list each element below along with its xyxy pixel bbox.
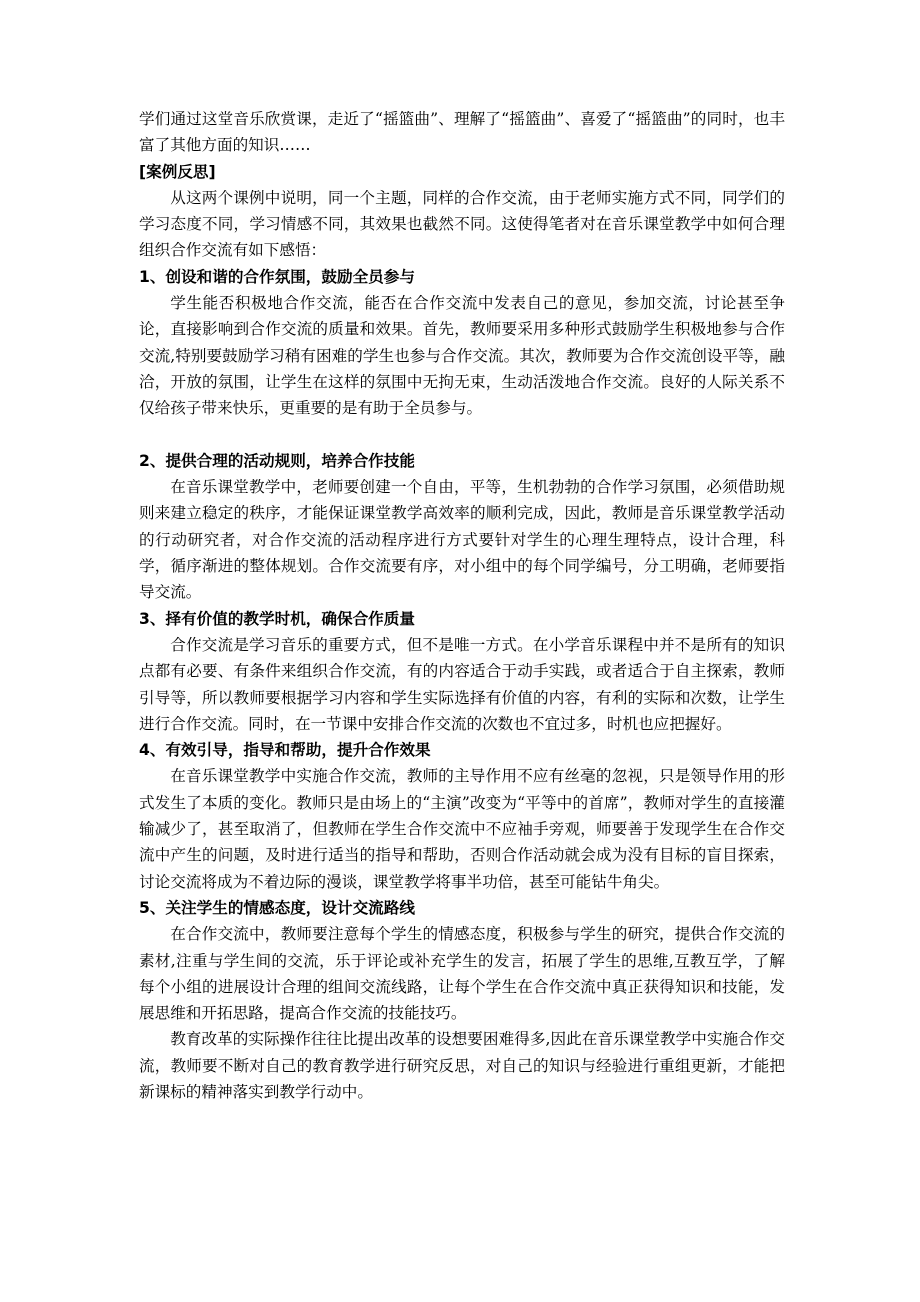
- blank-line: [139, 422, 785, 448]
- reflection-paragraph: 从这两个课例中说明，同一个主题，同样的合作交流，由于老师实施方式不同，同学们的学习态度不同，学习情感不同，其效果也截然不同。这使得笔者对在音乐课堂教学中如何合理组织合作交流有如下感悟：: [139, 188, 785, 260]
- conclusion-paragraph: 教育改革的实际操作往往比提出改革的设想要困难得多,因此在音乐课堂教学中实施合作交流，教师要不断对自己的教育教学进行研究反思，对自己的知识与经验进行重组更新，才能把新课标的精神落实到教学行动中。: [139, 1030, 785, 1101]
- section-4-body: 在音乐课堂教学中实施合作交流，教师的主导作用不应有丝毫的忽视，只是领导作用的形式发生了本质的变化。教师只是由场上的“主演”改变为“平等中的首席”，教师对学生的直接灌输减少了，甚至取消了，但教师在学生合作交流中不应袖手旁观，师要善于发现学生在合作交流中产生的问题，及时进行适当的指导和帮助，否则合作活动就会成为没有目标的盲目探索，讨论交流将成为不着边际的漫谈，课堂教学将事半功倍，甚至可能钻牛角尖。: [139, 767, 785, 891]
- section-1-heading: 1、创设和谐的合作氛围，鼓励全员参与: [139, 267, 415, 286]
- reflection-title: [案例反思]: [139, 162, 216, 181]
- section-5-heading: 5、关注学生的情感态度，设计交流路线: [139, 898, 415, 917]
- section-4-heading: 4、有效引导，指导和帮助，提升合作效果: [139, 741, 431, 760]
- document-page: [139, 106, 785, 1105]
- section-5-body: 在合作交流中，教师要注意每个学生的情感态度，积极参与学生的研究，提供合作交流的素材,注重与学生间的交流，乐于评论或补充学生的发言，拓展了学生的思维,互教互学，了解每个小组的进展设计合理的组间交流线路，让每个学生在合作交流中真正获得知识和技能，发展思维和开拓思路，提高合作交流的技能技巧。: [139, 925, 785, 1023]
- section-1-body: 学生能否积极地合作交流，能否在合作交流中发表自己的意见，参加交流，讨论甚至争论，直接影响到合作交流的质量和效果。首先，教师要采用多种形式鼓励学生积极地参与合作交流,特别要鼓励学习稍有困难的学生也参与合作交流。其次，教师要为合作交流创设平等，融洽，开放的氛围，让学生在这样的氛围中无拘无束，生动活泼地合作交流。良好的人际关系不仅给孩子带来快乐，更重要的是有助于全员参与。: [139, 294, 785, 418]
- section-2-heading: 2、提供合理的活动规则，培养合作技能: [139, 451, 415, 470]
- section-3-body: 合作交流是学习音乐的重要方式，但不是唯一方式。在小学音乐课程中并不是所有的知识点都有必要、有条件来组织合作交流，有的内容适合于动手实践，或者适合于自主探索，教师引导等，所以教师要根据学习内容和学生实际选择有价值的内容，有利的实际和次数，让学生进行合作交流。同时，在一节课中安排合作交流的次数也不宜过多，时机也应把握好。: [139, 635, 785, 733]
- section-3-heading: 3、择有价值的教学时机，确保合作质量: [139, 609, 415, 628]
- section-2-body: 在音乐课堂教学中，老师要创建一个自由，平等，生机勃勃的合作学习氛围，必须借助规则来建立稳定的秩序，才能保证课堂教学高效率的顺利完成，因此，教师是音乐课堂教学活动的行动研究者，对合作交流的活动程序进行方式要针对学生的心理生理特点，设计合理，科学，循序渐进的整体规划。合作交流要有序，对小组中的每个同学编号，分工明确，老师要指导交流。: [139, 478, 785, 602]
- intro-paragraph: 学们通过这堂音乐欣赏课，走近了“摇篮曲”、理解了“摇篮曲”、喜爱了“摇篮曲”的同时，也丰富了其他方面的知识……: [139, 110, 785, 155]
